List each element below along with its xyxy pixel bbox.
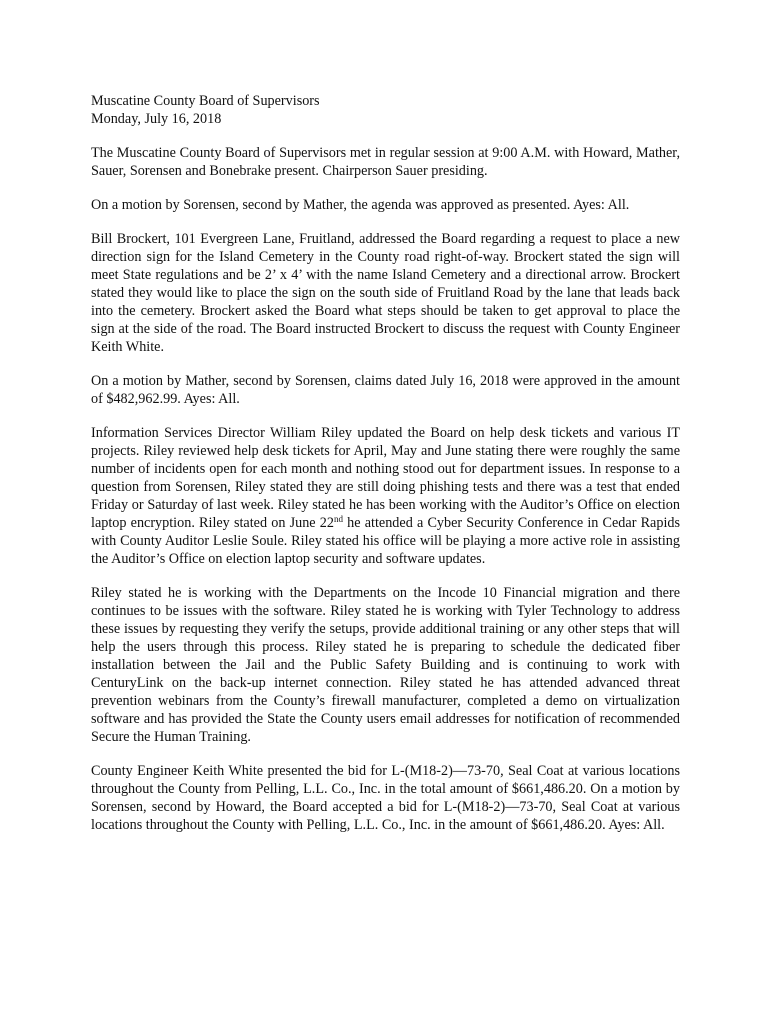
meeting-date: Monday, July 16, 2018	[91, 111, 222, 127]
paragraph-agenda-approval: On a motion by Sorensen, second by Mather, the agenda was approved as presented. Ayes: All.	[91, 197, 630, 213]
organization-heading: Muscatine County Board of Supervisors	[91, 93, 320, 109]
document-page	[91, 92, 680, 834]
paragraph-it-update	[91, 424, 680, 568]
paragraph-claims-approval: On a motion by Mather, second by Sorensen, claims dated July 16, 2018 were approved in the amount of $482,962.99. Ayes: All.	[91, 373, 680, 407]
it-update-text-part-1: Information Services Director William Riley updated the Board on help desk tickets and various IT projects. Riley reviewed help desk tickets for April, May and June stating there were roughly the same number of incidents open for each month and nothing stood out for department issues. In response to a question from Sorensen, Riley stated they are still doing phishing tests and there was a test that ended Friday or Saturday of last week. Riley stated he has been working with the Auditor’s Office on election laptop encryption. Riley stated on June 22	[91, 425, 680, 531]
paragraph-call-to-order: The Muscatine County Board of Supervisors met in regular session at 9:00 A.M. with Howard, Mather, Sauer, Sorensen and Bonebrake present. Chairperson Sauer presiding.	[91, 145, 680, 179]
paragraph-seal-coat-bid: County Engineer Keith White presented the bid for L-(M18-2)—73-70, Seal Coat at various locations throughout the County from Pelling, L.L. Co., Inc. in the total amount of $661,486.20. On a motion by Sorensen, second by Howard, the Board accepted a bid for L-(M18-2)—73-70, Seal Coat at various locations throughout the County with Pelling, L.L. Co., Inc. in the amount of $661,486.20. Ayes: All.	[91, 763, 680, 833]
paragraph-brockert-sign-request: Bill Brockert, 101 Evergreen Lane, Fruitland, addressed the Board regarding a request to place a new direction sign for the Island Cemetery in the County road right-of-way. Brockert stated the sign will meet State regulations and be 2’ x 4’ with the name Island Cemetery and a directional arrow. Brockert stated they would like to place the sign on the south side of Fruitland Road by the lane that leads back into the cemetery. Brockert asked the Board what steps should be taken to get approval to place the sign at the side of the road. The Board instructed Brockert to discuss the request with County Engineer Keith White.	[91, 231, 680, 355]
paragraph-incode-migration: Riley stated he is working with the Departments on the Incode 10 Financial migration and there continues to be issues with the software. Riley stated he is working with Tyler Technology to address these issues by requesting they verify the setups, provide additional training or any other steps that will help the users through this process. Riley stated he is preparing to schedule the dedicated fiber installation between the Jail and the Public Safety Building and is continuing to work with CenturyLink on the back-up internet connection. Riley stated he has attended advanced threat prevention webinars from the County’s firewall manufacturer, completed a demo on virtualization software and has provided the State the County users email addresses for notification of recommended Secure the Human Training.	[91, 585, 680, 745]
it-update-text-part-2: he attended a Cyber Security Conference in Cedar Rapids with County Auditor Leslie Soule. Riley stated his office will be playing a more active role in assisting the Auditor’s Office on election laptop security and software updates.	[91, 515, 681, 567]
ordinal-superscript: nd	[333, 514, 343, 524]
